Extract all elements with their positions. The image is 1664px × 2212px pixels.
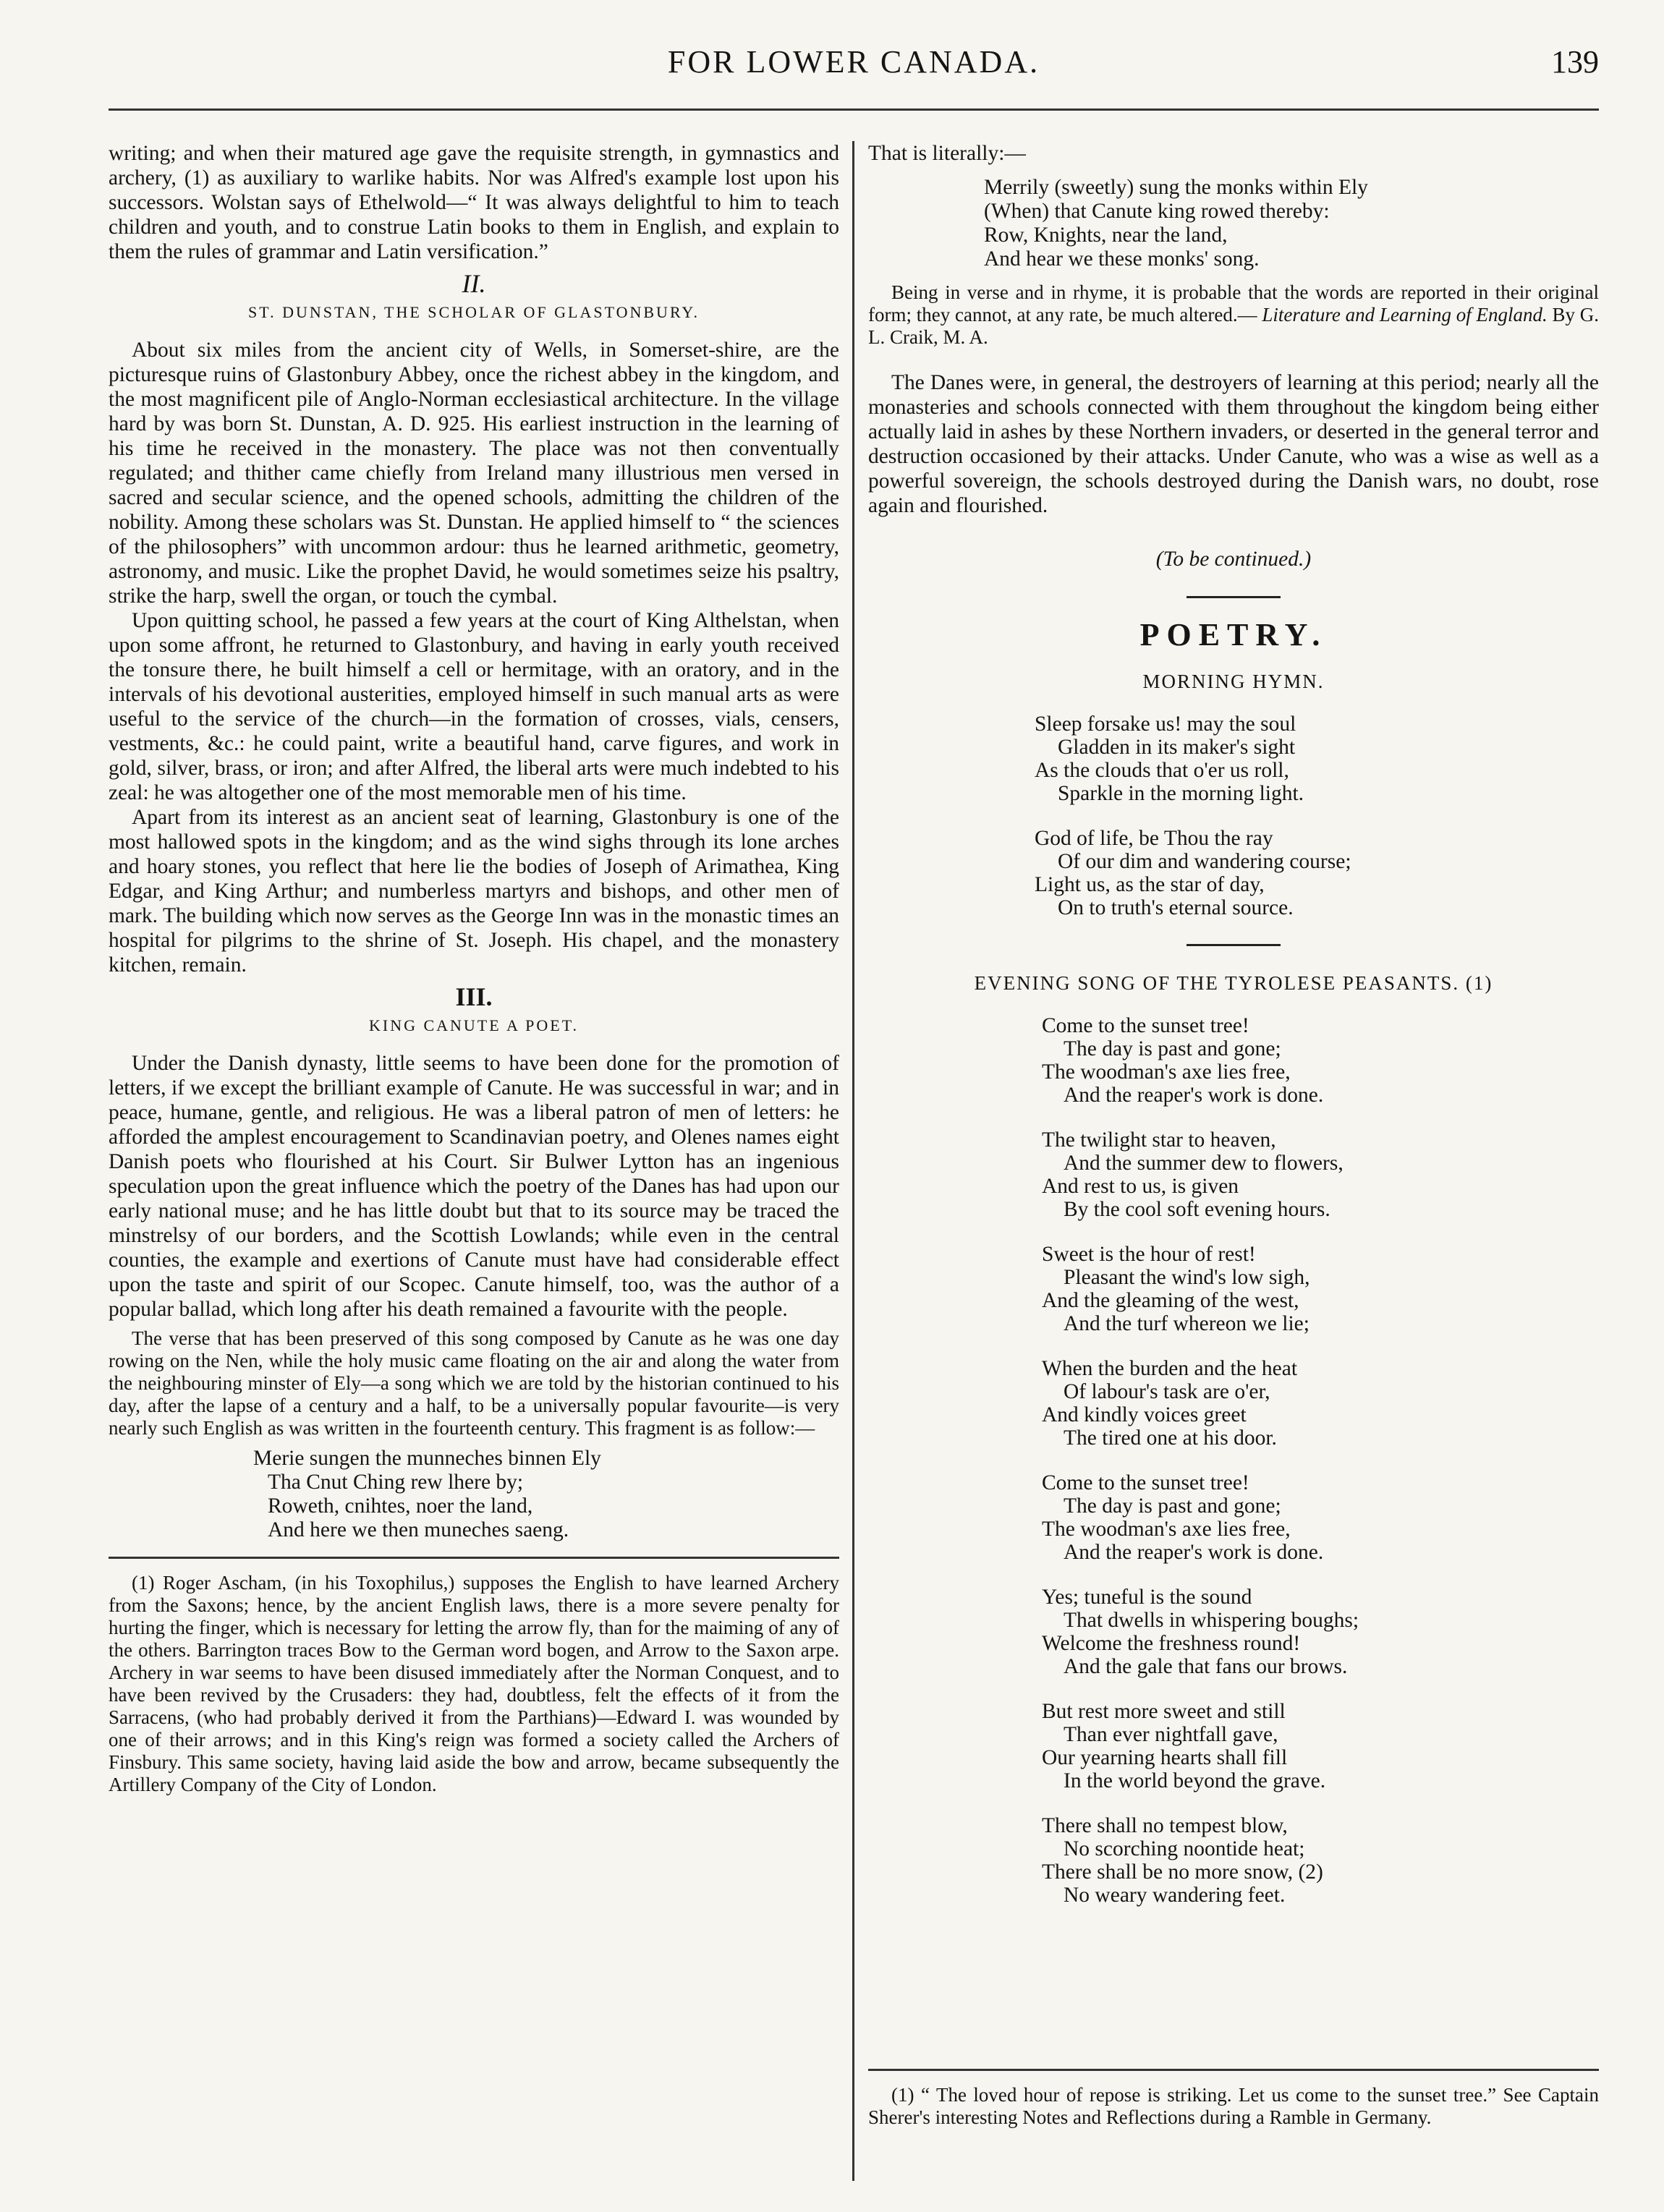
section-2-paragraph-3: Apart from its interest as an ancient seat of learning, Glastonbury is one of the most hallowed spots in the kingdom; and as the wind sighs through its lone arches and hoary stones, you reflect that here lie the bodies of Joseph of Arimathea, King Edgar, and King Arthur; and numberless martyrs and bishops, and other men of mark. The building which now serves as the George Inn was in the monastic times an hospital for pilgrims to the shrine of St. Joseph. His chapel, and the monastery kitchen, remain. [109,806,839,977]
poem-line: Sweet is the hour of rest! [1042,1243,1256,1266]
verse-line: Merie sungen the munneches binnen Ely [253,1447,601,1470]
verse-source: Literature and Learning of England. [1262,304,1548,326]
verse-line: Row, Knights, near the land, [984,224,1228,247]
song-stanza [1042,1357,1599,1450]
verse-line: And here we then muneches saeng. [268,1518,569,1541]
song-stanza [1042,1700,1599,1792]
hymn-stanza [1035,827,1599,919]
poem-line: And kindly voices greet [1042,1403,1247,1426]
footnote-rule [868,2069,1599,2071]
verse-note [868,281,1599,349]
poem-line: The day is past and gone; [1064,1494,1281,1518]
modern-translation-verse [984,176,1599,271]
verse-line: And hear we these monks' song. [984,247,1260,271]
poem-line: On to truth's eternal source. [1058,896,1294,919]
poem-line: In the world beyond the grave. [1064,1769,1326,1792]
section-2-title: ST. DUNSTAN, THE SCHOLAR OF GLASTONBURY. [248,303,700,321]
section-3-number: III. [455,982,493,1011]
poem-line: Pleasant the wind's low sigh, [1064,1266,1310,1289]
poem-line: Sleep forsake us! may the soul [1035,712,1296,736]
column-divider [852,141,854,2181]
poem-line: By the cool soft evening hours. [1064,1198,1330,1221]
hymn-stanza [1035,712,1599,805]
poem-line: Gladden in its maker's sight [1058,736,1296,759]
poem-line: Sparkle in the morning light. [1058,782,1304,805]
section-3-title: KING CANUTE A POET. [368,1016,580,1034]
verse-line: Roweth, cnihtes, noer the land, [268,1494,533,1518]
poem-line: Light us, as the star of day, [1035,873,1265,896]
poem-line: That dwells in whispering boughs; [1064,1609,1359,1632]
verse-line: Merrily (sweetly) sung the monks within Ely [984,176,1368,199]
poem-line: The twilight star to heaven, [1042,1128,1276,1152]
poem-line: But rest more sweet and still [1042,1700,1286,1723]
poem-line: And the gale that fans our brows. [1064,1655,1348,1678]
danes-paragraph: The Danes were, in general, the destroyers of learning at this period; nearly all the monasteries and schools connected with them throughout the kingdom being either actually laid in ashes by these Northern invaders, or deserted in the general terror and destruction occasioned by their attacks. Under Canute, who was a wise as well as a powerful sovereign, the schools destroyed during the Danish wars, no doubt, rose again and flourished. [868,371,1599,517]
to-be-continued: (To be continued.) [1155,548,1312,571]
song-stanza [1042,1586,1599,1678]
literally-line: That is literally:— [868,142,1026,165]
poem-line: Our yearning hearts shall fill [1042,1746,1288,1769]
poem-line: And rest to us, is given [1042,1175,1239,1198]
poem-line: There shall be no more snow, (2) [1042,1860,1323,1884]
poem-line: When the burden and the heat [1042,1357,1298,1380]
poem-line: And the gleaming of the west, [1042,1289,1299,1312]
intro-paragraph: writing; and when their matured age gave the requisite strength, in gymnastics and archery, (1) as auxiliary to warlike habits. Nor was Alfred's example lost upon his successors. Wolstan says of Ethelwold—“ It was always delightful to him to teach children and youth, and to construe Latin books to them in English, and explain to them the rules of grammar and Latin versification.” [109,142,839,263]
left-footnote: (1) Roger Ascham, (in his Toxophilus,) supposes the English to have learned Archery from the Saxons; hence, by the ancient English laws, there is a more severe penalty for hurting the finger, which is necessary for letting the arrow fly, than for the maiming of any of the others. Barrington traces Bow to the German word bogen, and Arrow to the Saxon arpe. Archery in war seems to have been disused immediately after the Norman Conquest, and to have been revived by the Crusaders: they had, doubtless, felt the effects of it from the Sarracens, (who had probably derived it from the Parthians)—Edward I. was wounded by one of their arrows; and in this King's reign was formed a society called the Archers of Finsbury. This same society, having laid aside the bow and arrow, became subsequently the Artillery Company of the City of London. [109,1572,839,1795]
evening-song-title: EVENING SONG OF THE TYROLESE PEASANTS. (1) [974,972,1493,994]
page-number: 139 [1551,44,1599,80]
poetry-heading: POETRY. [1139,617,1328,652]
verse-note-text: Being in verse and in rhyme, it is probable that the words are reported in their original form; they cannot, at any rate, be much altered.— [868,281,1599,326]
morning-hymn-title: MORNING HYMN. [1142,671,1325,692]
section-2-paragraph-2: Upon quitting school, he passed a few years at the court of King Althelstan, when upon some affront, he returned to Glastonbury, and having in early youth received the tonsure there, he built himself a cell or hermitage, with an oratory, and in the intervals of his devotional austerities, employed himself in such manual arts as were useful to the service of the church—in the formation of crosses, vials, censers, vestments, &c.: he could paint, write a beautiful hand, carve figures, and work in gold, silver, brass, or iron; and after Alfred, the liberal arts were much indebted to his zeal: he was altogether one of the most memorable men of his time. [109,609,839,804]
running-title: FOR LOWER CANADA. [667,44,1040,80]
poem-line: And the summer dew to flowers, [1064,1152,1343,1175]
poem-line: Come to the sunset tree! [1042,1471,1249,1494]
short-rule [1187,944,1281,946]
verse-line: Tha Cnut Ching rew lhere by; [268,1471,524,1494]
old-english-verse [253,1447,839,1542]
section-2-paragraph-1: About six miles from the ancient city of Wells, in Somerset-shire, are the picturesque ruins of Glastonbury Abbey, once the richest abbey in the kingdom, and the most magnificent pile of Anglo-Norman ecclesiastical architecture. In the village hard by was born St. Dunstan, A. D. 925. His earliest instruction in the learning of his time he received in the monastery. The place was not then conventually regulated; and thither came chiefly from Ireland many illustrious men versed in sacred and secular science, and the opened schools, admitting the children of the nobility. Among these scholars was St. Dunstan. He applied himself to “ the sciences of the philosophers” with uncommon ardour: thus he learned arithmetic, geometry, astronomy, and music. Like the prophet David, he would sometimes seize his psaltry, strike the harp, swell the organ, or touch the cymbal. [109,339,839,608]
verse-author: By G. L. Craik, M. A. [868,304,1600,348]
poem-line: The day is past and gone; [1064,1037,1281,1060]
section-2-number: II. [462,269,486,298]
poem-line: Of labour's task are o'er, [1064,1380,1270,1403]
song-stanza [1042,1014,1599,1107]
song-stanza [1042,1128,1599,1221]
poem-line: There shall no tempest blow, [1042,1814,1288,1837]
poem-line: Yes; tuneful is the sound [1042,1586,1252,1609]
left-column [109,141,839,1796]
poem-line: No scorching noontide heat; [1064,1837,1305,1860]
poem-line: The tired one at his door. [1064,1426,1277,1450]
poem-line: And the turf whereon we lie; [1064,1312,1309,1335]
poem-line: And the reaper's work is done. [1064,1084,1324,1107]
poem-line: The woodman's axe lies free, [1042,1060,1291,1084]
poem-line: And the reaper's work is done. [1064,1541,1324,1564]
poem-line: Of our dim and wandering course; [1058,850,1351,873]
poem-line: God of life, be Thou the ray [1035,827,1273,850]
poem-line: Than ever nightfall gave, [1064,1723,1278,1746]
poem-line: No weary wandering feet. [1064,1884,1286,1907]
right-column [868,141,1599,1928]
poem-line: Welcome the freshness round! [1042,1632,1301,1655]
song-stanza [1042,1814,1599,1907]
section-3-paragraph-1: Under the Danish dynasty, little seems to have been done for the promotion of letters, if we except the brilliant example of Canute. He was successful in war; and in peace, humane, gentle, and religious. He was a liberal patron of men of letters: he afforded the amplest encouragement to Scandinavian poetry, and Olenes names eight Danish poets who flourished at his Court. Sir Bulwer Lytton has an ingenious speculation upon the great influence which the poetry of the Danes has had upon our early national muse; and he has little doubt but that to its source may be traced the minstrelsy of our borders, and the Scottish Lowlands; while even in the central counties, the example and exertions of Canute must have had considerable effect upon the taste and spirit of our Scopec. Canute himself, too, was the author of a popular ballad, which long after his death remained a favourite with the people. [109,1052,839,1321]
header-rule [109,109,1599,111]
right-footnote: (1) “ The loved hour of repose is striking. Let us come to the sunset tree.” See Captain Sherer's interesting Notes and Reflections during a Ramble in Germany. [868,2084,1599,2128]
short-rule [1187,596,1281,598]
song-stanza [1042,1471,1599,1564]
song-stanza [1042,1243,1599,1335]
right-footnote-block [868,2069,1599,2129]
verse-line: (When) that Canute king rowed thereby: [984,200,1330,223]
evening-song-stanzas [868,1014,1599,1907]
poem-line: The woodman's axe lies free, [1042,1518,1291,1541]
section-3-paragraph-2: The verse that has been preserved of this song composed by Canute as he was one day rowing on the Nen, while the holy music came floating on the air and along the water from the neighbouring minster of Ely—a song which we are told by the historian continued to his day, after the lapse of a century and a half, to be a universally popular favourite—is very nearly such English as was written in the fourteenth century. This fragment is as follow:— [109,1327,839,1439]
poem-line: As the clouds that o'er us roll, [1035,759,1289,782]
footnote-rule [109,1557,839,1559]
poem-line: Come to the sunset tree! [1042,1014,1249,1037]
page-header [109,43,1599,87]
